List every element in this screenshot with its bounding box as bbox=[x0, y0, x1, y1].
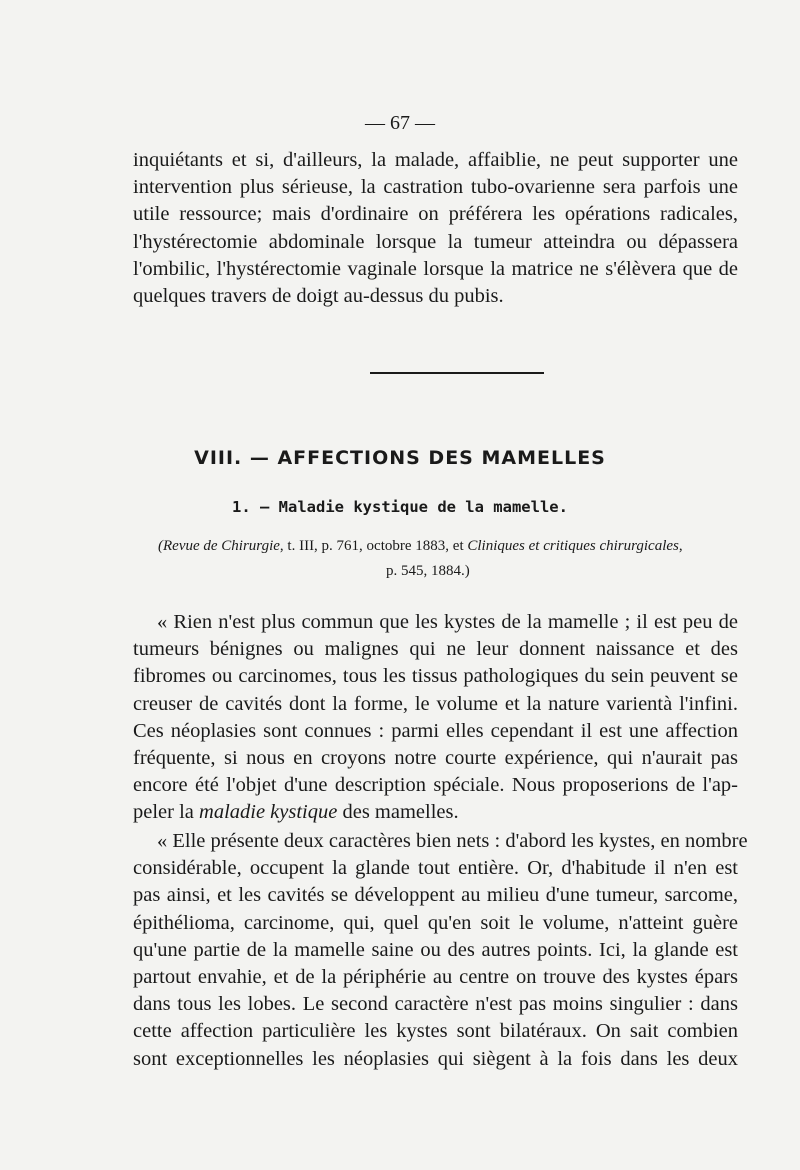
text-line: utile ressource; mais d'ordinaire on préférera les opérations radicales, bbox=[133, 203, 738, 226]
citation-source-details: , t. III, p. 761, octobre 1883, et bbox=[279, 538, 468, 554]
text-line: fréquente, si nous en croyons notre courte expérience, qui n'aurait pas bbox=[133, 747, 738, 770]
page-number: — 67 — bbox=[365, 112, 435, 134]
text-line: cette affection particulière les kystes sont bilatéraux. On sait combien bbox=[133, 1020, 738, 1043]
text-line: Ces néoplasies sont connues : parmi elles cependant il est une affection bbox=[133, 719, 738, 742]
text-line: fibromes ou carcinomes, tous les tissus pathologiques du sein peuvent se bbox=[133, 665, 738, 688]
citation-source-title: (Revue de Chirurgie bbox=[158, 538, 280, 554]
text-line: l'ombilic, l'hystérectomie vaginale lorsque la matrice ne s'élèvera que de bbox=[133, 257, 738, 280]
text-line: quelques travers de doigt au-dessus du pubis. bbox=[133, 285, 504, 308]
text-line: épithélioma, carcinome, qui, quel qu'en soit le volume, n'atteint guère bbox=[133, 911, 738, 934]
text-line: creuser de cavités dont la forme, le volume et la nature varientà l'infini. bbox=[133, 692, 738, 715]
text-line: l'hystérectomie abdominale lorsque la tumeur atteindra ou dépassera bbox=[133, 230, 738, 253]
text-line: sont exceptionnelles les néoplasies qui siègent à la fois dans les deux bbox=[133, 1047, 738, 1070]
section-divider bbox=[370, 372, 544, 374]
section-heading: VIII. — AFFECTIONS DES MAMELLES bbox=[194, 447, 606, 469]
emphasized-term: maladie kystique bbox=[199, 801, 338, 824]
text-line: pas ainsi, et les cavités se développent au milieu d'une tumeur, sarcome, bbox=[133, 884, 738, 907]
text-fragment: des mamelles. bbox=[337, 801, 459, 824]
citation-source2-punct: , bbox=[678, 538, 683, 554]
citation-line-1 bbox=[158, 534, 738, 559]
text-line: qu'une partie de la mamelle saine ou des autres points. Ici, la glande est bbox=[133, 938, 738, 961]
citation bbox=[158, 534, 738, 584]
citation-source2-title: Cliniques et critiques chirurgicales bbox=[467, 538, 679, 554]
subsection-heading: 1. — Maladie kystique de la mamelle. bbox=[232, 498, 568, 516]
text-line: inquiétants et si, d'ailleurs, la malade, affaiblie, ne peut supporter une bbox=[133, 149, 738, 171]
second-paragraph bbox=[133, 828, 748, 1073]
text-line: tumeurs bénignes ou malignes qui ne leur donnent naissance et des bbox=[133, 638, 738, 661]
text-line: dans tous les lobes. Le second caractère n'est pas moins singulier : dans bbox=[133, 993, 738, 1016]
text-line: encore été l'objet d'une description spéciale. Nous proposerions de l'ap- bbox=[133, 774, 738, 797]
text-line: considérable, occupent la glande tout entière. Or, d'habitude il n'en est bbox=[133, 857, 738, 880]
text-line bbox=[133, 799, 738, 826]
quote-paragraph bbox=[133, 609, 738, 827]
text-line: « Rien n'est plus commun que les kystes de la mamelle ; il est peu de bbox=[157, 611, 738, 633]
text-line: partout envahie, et de la périphérie au centre on trouve des kystes épars bbox=[133, 966, 738, 989]
text-fragment: peler la bbox=[133, 801, 200, 824]
top-paragraph bbox=[133, 147, 738, 310]
text-line: intervention plus sérieuse, la castration tubo-ovarienne sera parfois une bbox=[133, 176, 738, 199]
citation-line-2: p. 545, 1884.) bbox=[386, 563, 470, 579]
text-line: « Elle présente deux caractères bien nets : d'abord les kystes, en nombre bbox=[157, 830, 748, 852]
